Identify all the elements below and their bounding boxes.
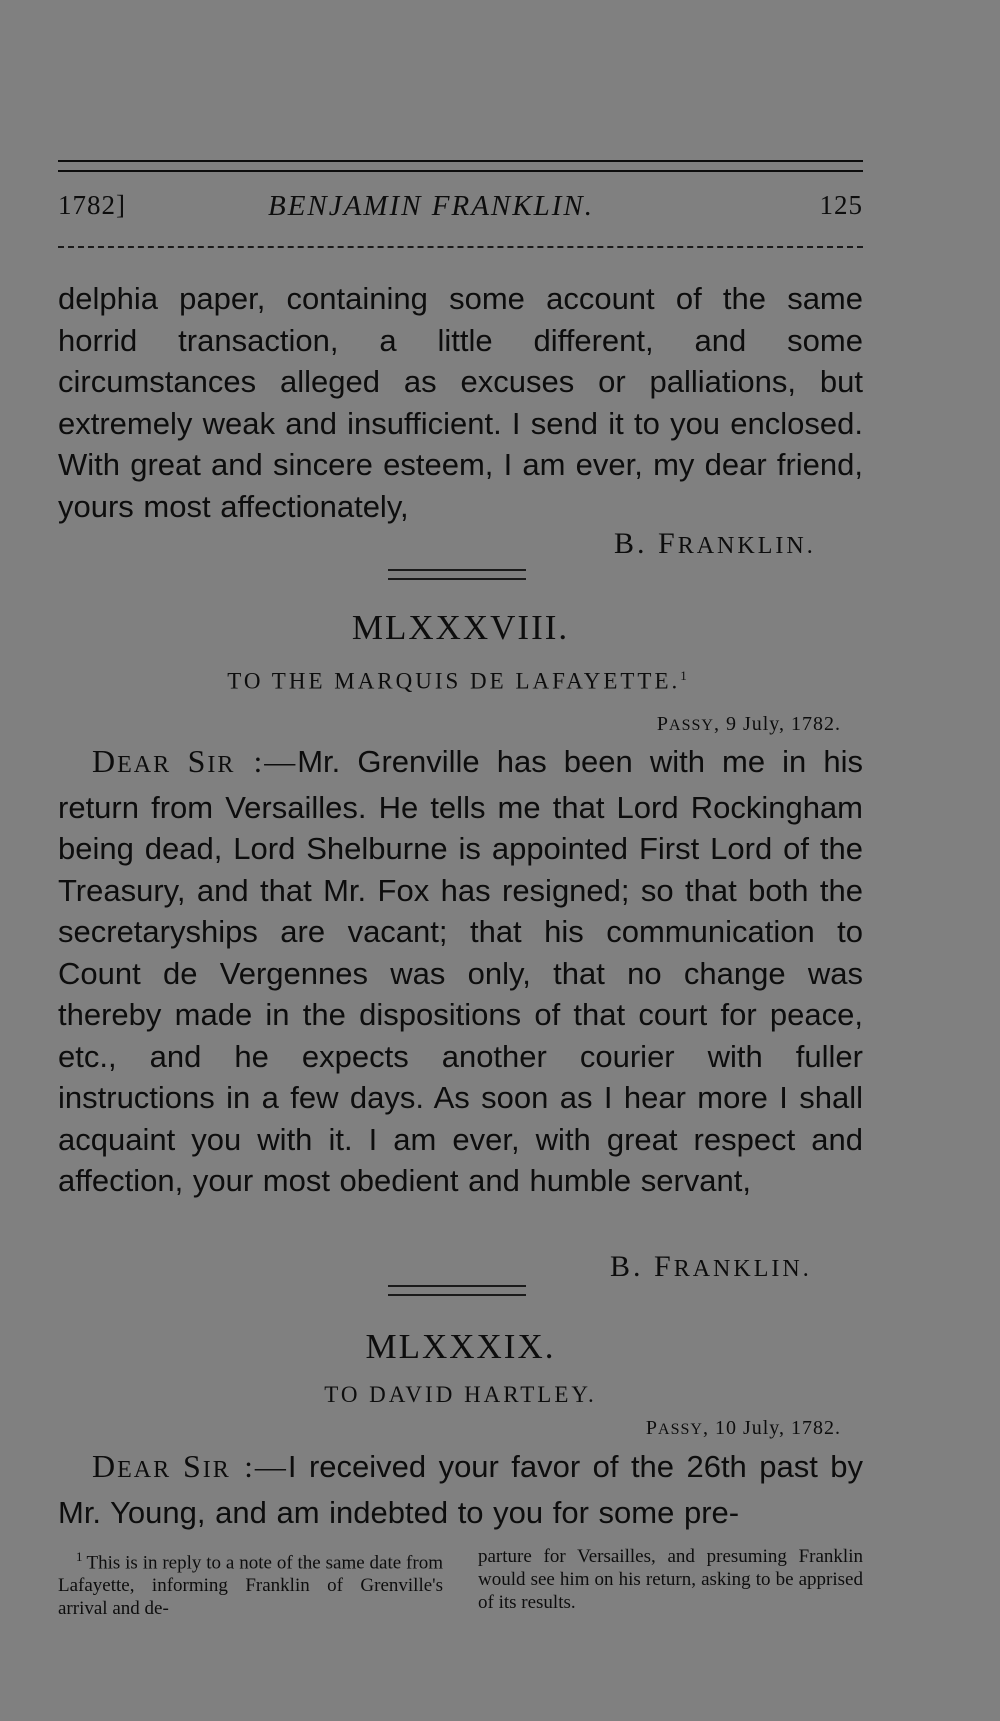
section-divider-second	[388, 1285, 526, 1296]
dateline-place-rest: ASSY	[658, 1421, 703, 1438]
letter-body-second	[58, 1446, 863, 1533]
recipient-first	[58, 668, 863, 695]
continuation-paragraph	[58, 278, 863, 527]
continuation-text: delphia paper, containing some account of the same horrid transaction, a little different, and some circumstances alleged as excuses or palliations, but extremely weak and insufficient. I send it to you enclosed. With great and sincere esteem, I am ever, my dear friend, yours most affectionately,	[58, 281, 863, 524]
signature-first	[614, 527, 816, 561]
running-head-title: BENJAMIN FRANKLIN.	[268, 190, 594, 222]
page-number: 125	[819, 190, 863, 220]
signature-initial: B. F	[614, 527, 678, 560]
top-rule-upper	[58, 160, 863, 162]
footnote-text-left: This is in reply to a note of the same date from Lafayette, informing Franklin of Grenville's arrival and de-	[58, 1552, 443, 1620]
section-divider-first	[388, 569, 526, 580]
top-rule-lower	[58, 170, 863, 172]
running-head	[58, 190, 863, 234]
letter-body-first	[58, 741, 863, 1202]
dateline-second	[646, 1417, 841, 1440]
footnote-reference: 1	[680, 668, 690, 683]
recipient-second: TO DAVID HARTLEY.	[324, 1382, 597, 1407]
footnote-mark: 1	[76, 1549, 83, 1564]
footnote-column-left	[58, 1545, 443, 1620]
letter-body-text: I received your favor of the 26th past by Mr. Young, and am indebted to you for some pre-	[58, 1449, 864, 1530]
dateline-date: , 9 July, 1782.	[713, 713, 841, 735]
footnote-column-right	[478, 1545, 863, 1614]
salutation-second: DEAR SIR :—	[92, 1448, 288, 1484]
footnote-text-right: parture for Versailles, and presuming Franklin would see him on his return, asking to be apprised of its results.	[478, 1546, 863, 1613]
letter-number-second: MLXXXIX.	[365, 1327, 556, 1366]
signature-initial: B. F	[610, 1250, 674, 1283]
letter-body-text: Mr. Grenville has been with me in his return from Versailles. He tells me that Lord Rockingham being dead, Lord Shelburne is appointed First Lord of the Treasury, and that Mr. Fox has resigned; so that both the secretaryships are vacant; that his communication to Count de Vergennes was only, that no change was thereby made in the dispositions of that court for peace, etc., and he expects another courier with fuller instructions in a few days. As soon as I hear more I shall acquaint you with it. I am ever, with great respect and affection, your most obedient and humble servant,	[58, 744, 863, 1198]
signature-rest: RANKLIN.	[673, 1256, 812, 1282]
dateline-place-initial: P	[645, 1417, 659, 1439]
letter-number-first: MLXXXVIII.	[351, 608, 570, 647]
signature-rest: RANKLIN.	[677, 533, 816, 559]
running-head-year: 1782]	[58, 190, 126, 220]
signature-second	[610, 1250, 812, 1284]
dateline-date: , 10 July, 1782.	[702, 1417, 841, 1439]
footnote	[58, 1545, 863, 1625]
salutation-first: DEAR SIR :—	[92, 743, 298, 779]
book-page	[58, 0, 863, 1721]
dateline-place-initial: P	[656, 713, 670, 735]
dateline-place-rest: ASSY	[669, 717, 714, 734]
recipient-text: TO THE MARQUIS DE LAFAYETTE.	[227, 668, 681, 694]
running-head-rule	[58, 246, 863, 248]
dateline-first	[657, 713, 841, 736]
